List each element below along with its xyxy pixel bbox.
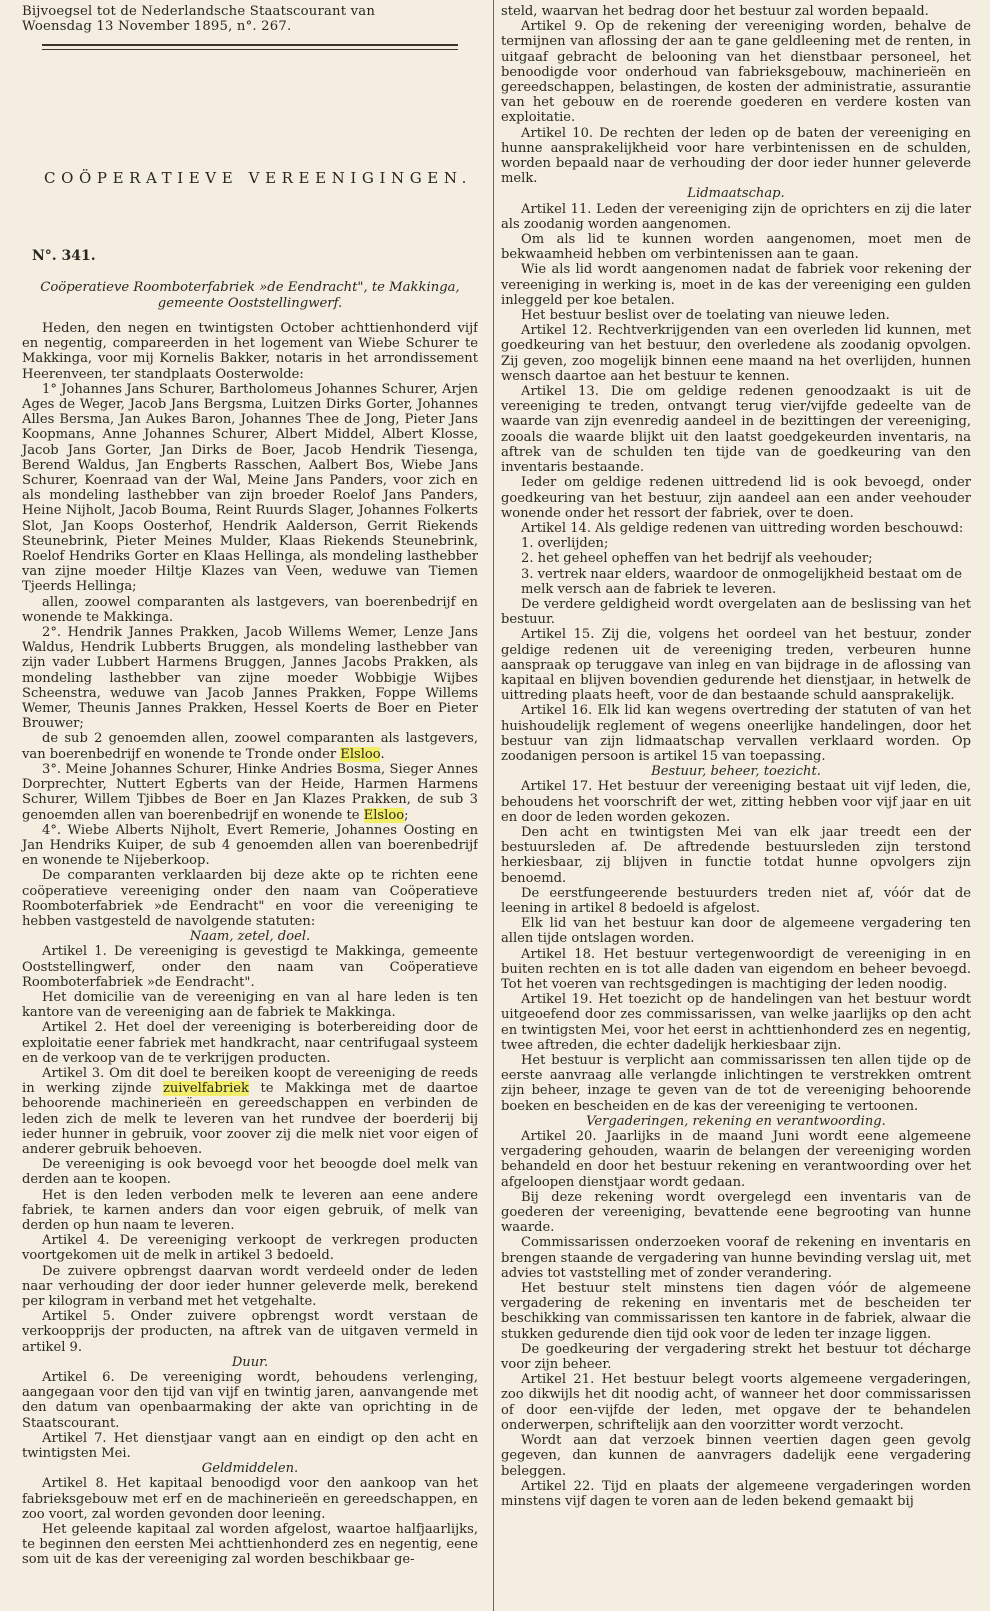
paragraph: De goedkeuring der vergadering strekt het bestuur tot décharge voor zijn beheer. [501, 1341, 971, 1373]
paragraph: Het geleende kapitaal zal worden afgelost, waartoe halfjaarlijks, te beginnen den eersten Mei achttienhonderd zes en negentig, eene som uit de kas der vereeniging zal worden beschikbaar ge- [22, 1522, 478, 1568]
paragraph: Artikel 17. Het bestuur der vereeniging bestaat uit vijf leden, die, behoudens het voorschrift der wet, zitting hebben voor vijf jaar en uit en door de leden worden gekozen. [501, 779, 971, 825]
paragraph: Artikel 15. Zij die, volgens het oordeel van het bestuur, zonder geldige redenen uit de vereeniging treden, verbeuren hunne aanspraak op teruggave van inleg en van bijdrage in de aflossing van kapitaal en blijven bovendien gedurende het dienstjaar, in hetwelk de uittreding plaats heeft, voor de dan bestaande schuld aansprakelijk. [501, 627, 971, 704]
section-heading: Vergaderingen, rekening en verantwoording. [586, 1113, 886, 1129]
highlighted-term: zuivelfabriek [162, 1081, 249, 1097]
highlighted-term: Elsloo [363, 807, 405, 823]
section-title: COÖPERATIEVE VEREENIGINGEN. [44, 169, 472, 187]
paragraph: Het domicilie van de vereeniging en van al hare leden is ten kantore van de vereeniging aan de fabriek te Makkinga. [22, 989, 478, 1021]
paragraph: De zuivere opbrengst daarvan wordt verdeeld onder de leden naar verhouding der door ieder hunner geleverde melk, berekend per kilogram in verband met het vetgehalte. [22, 1263, 478, 1309]
paragraph: 1° Johannes Jans Schurer, Bartholomeus Johannes Schurer, Arjen Ages de Weger, Jacob Jans Bergsma, Luitzen Dirks Gorter, Johannes Alles Bersma, Jan Aukes Baron, Johannes Thee de Jong, Pieter Jans Koopmans, Anne Johannes Schurer, Albert Middel, Albert Klosse, Jacob Jans Gorter, Jan Dirks de Boer, Jacob Hendrik Tiesenga, Berend Waldus, Jan Engberts Rasschen, Aalbert Bos, Wiebe Jans Schurer, Koenraad van der Wal, Meine Jans Panders, voor zich en als mondeling lasthebber van zijn broeder Roelof Jans Panders, Heine Nijholt, Jacob Bouma, Reint Ruurds Slager, Johannes Folkerts Slot, Jan Koops Oosterhof, Hendrik Aalderson, Gerrit Riekends Steunebrink, Pieter Meines Mulder, Klaas Riekends Steunebrink, Roelof Hendriks Gorter en Klaas Hellinga, als mondeling lasthebber van zijne moeder Hiltje Klazes van Veen, weduwe van Tiemen Tjeerds Hellinga; [22, 381, 478, 595]
entry-title-text: Coöperatieve Roomboterfabriek »de Eendracht", te Makkinga, gemeente Ooststellingwerf. [40, 280, 460, 311]
paragraph: Het bestuur stelt minstens tien dagen vóór de algemeene vergadering de rekening en inventaris met de bescheiden ter beschikking van commissarissen ten kantore in de fabriek, alwaar die stukken gedurende dien tijd ook voor de leden ter inzage liggen. [501, 1281, 971, 1342]
paragraph: Het bestuur is verplicht aan commissarissen ten allen tijde op de eerste aanvraag alle verlangde inlichtingen te verstrekken omtrent zijn beheer, inzage te geven van de tot de vereeniging behoorende boeken en bescheiden en de kas der vereeniging te vertoonen. [501, 1053, 971, 1114]
paragraph: Ieder om geldige redenen uittredend lid is ook bevoegd, onder goedkeuring van het bestuur, zijn aandeel aan een ander veehouder wonende onder het ressort der fabriek, over te doen. [501, 475, 971, 521]
paragraph: Artikel 1. De vereeniging is gevestigd te Makkinga, gemeente Ooststellingwerf, onder den naam van Coöperatieve Roomboterfabriek »de Eendracht". [22, 944, 478, 990]
section-heading: Bestuur, beheer, toezicht. [651, 764, 821, 780]
paragraph: 2°. Hendrik Jannes Prakken, Jacob Willems Wemer, Lenze Jans Waldus, Hendrik Lubberts Bruggen, als mondeling lasthebber van zijn vader Lubbert Harmens Bruggen, Jannes Jacobs Prakken, als mondeling lasthebber van zijne moeder Wobbigje Wijbes Scheenstra, weduwe van Jacob Jannes Prakken, Foppe Willems Wemer, Theunis Jannes Prakken, Hessel Koerts de Boer en Pieter Brouwer; [22, 625, 478, 732]
paragraph: Artikel 6. De vereeniging wordt, behoudens verlenging, aangegaan voor den tijd van vijf en twintig jaren, aanvangende met den datum van openbaarmaking der akte van oprichting in de Staatscourant. [22, 1370, 478, 1431]
paragraph: Artikel 13. Die om geldige redenen genoodzaakt is uit de vereeniging te treden, ontvangt terug vier/vijfde gedeelte van de waarde van zijn evenredig aandeel in de bezittingen der vereeniging, zooals die waarde blijkt uit den laatst goedgekeurden inventaris, na aftrek van de schulden ten tijde van de goedkeuring van den inventaris bestaande. [501, 384, 971, 476]
entry-title [22, 280, 478, 311]
highlighted-term: Elsloo [340, 746, 381, 762]
paragraph: Den acht en twintigsten Mei van elk jaar treedt een der bestuursleden af. De aftredende bestuursleden zijn terstond herkiesbaar, zij blijven in functie totdat hunne opvolgers zijn benoemd. [501, 824, 971, 886]
paragraph: Artikel 16. Elk lid kan wegens overtreding der statuten of van het huishoudelijk reglement of wegens oneerlijke handelingen, door het bestuur van zijn lidmaatschap vervallen verklaard worden. Op zoodanigen persoon is artikel 15 van toepassing. [501, 703, 971, 764]
paragraph: De verdere geldigheid wordt overgelaten aan de beslissing van het bestuur. [501, 596, 971, 628]
paragraph: Bij deze rekening wordt overgelegd een inventaris van de goederen der vereeniging, bevattende eene begrooting van hunne waarde. [501, 1189, 971, 1236]
list-item: 1. overlijden; [521, 536, 609, 552]
section-heading: Naam, zetel, doel. [189, 929, 311, 945]
paragraph: Artikel 2. Het doel der vereeniging is boterbereiding door de exploitatie eener fabriek met handkracht, naar centrifugaal systeem en de verkoop van de te verkrijgen producten. [22, 1020, 478, 1066]
section-heading: Lidmaatschap. [687, 186, 785, 202]
section-heading: Duur. [231, 1354, 269, 1370]
paragraph: Artikel 20. Jaarlijks in de maand Juni wordt eene algemeene vergadering gehouden, waarin de belangen der vereeniging worden behandeld en door het bestuur rekening en verantwoording over het afgeloopen dienstjaar wordt gedaan. [501, 1129, 971, 1190]
paragraph: Het is den leden verboden melk te leveren aan eene andere fabriek, te karnen anders dan voor eigen gebruik, of melk van derden op hun naam te leveren. [22, 1187, 478, 1233]
gazette-header-line-1: Bijvoegsel tot de Nederlandsche Staatscourant van [22, 4, 376, 19]
paragraph: Artikel 7. Het dienstjaar vangt aan en eindigt op den acht en twintigsten Mei. [22, 1430, 478, 1462]
entry-number: N°. 341. [32, 248, 96, 264]
left-column-body [22, 321, 478, 1568]
paragraph: Artikel 9. Op de rekening der vereeniging worden, behalve de termijnen van aflossing der aan te gane geldleening met de renten, in uitgaaf gebracht de belooning van het dienstbaar personeel, het benoodigde voor onderhoud van fabrieksgebouw, machinerieën en gereedschappen, belastingen, de kosten der administratie, assurantie van het gebouw en de roerende goederen en verdere kosten van exploitatie. [501, 19, 971, 126]
paragraph: Om als lid te kunnen worden aangenomen, moet men de bekwaamheid hebben om verbintenissen aan te gaan. [501, 232, 971, 263]
paragraph: Artikel 18. Het bestuur vertegenwoordigt de vereeniging in en buiten rechten en is tot alle daden van eigendom en beheer bevoegd. Tot het voeren van rechtsgedingen is machtiging der leden noodig. [501, 946, 971, 992]
paragraph [22, 762, 478, 823]
paragraph: De vereeniging is ook bevoegd voor het beoogde doel melk van derden aan te koopen. [22, 1157, 478, 1188]
paragraph [22, 731, 478, 761]
paragraph: Elk lid van het bestuur kan door de algemeene vergadering ten allen tijde ontslagen worden. [501, 916, 971, 947]
list-item: 3. vertrek naar elders, waardoor de onmogelijkheid bestaat om de melk versch aan de fabriek te leveren. [521, 566, 962, 597]
paragraph: Artikel 14. Als geldige redenen van uittreding worden beschouwd: [521, 520, 964, 536]
paragraph: Artikel 22. Tijd en plaats der algemeene vergaderingen worden minstens vijf dagen te voren aan de leden bekend gemaakt bij [501, 1478, 971, 1509]
paragraph: Commissarissen onderzoeken vooraf de rekening en inventaris en brengen staande de vergadering van hunne bevinding verslag uit, met advies tot vaststelling met of zonder verandering. [501, 1235, 971, 1281]
paragraph-text: Artikel 3. Om dit doel te bereiken koopt de vereeniging de reeds in werking zijnde [22, 1065, 478, 1097]
paragraph: Artikel 5. Onder zuivere opbrengst wordt verstaan de verkoopprijs der producten, na aftrek van de uitgaven vermeld in artikel 9. [22, 1309, 478, 1355]
paragraph: Artikel 21. Het bestuur belegt voorts algemeene vergaderingen, zoo dikwijls het dit noodig acht, of wanneer het door commissarissen of door een-vijfde der leden, met opgave der te behandelen onderwerpen, schriftelijk aan den voorzitter wordt verzocht. [501, 1372, 971, 1433]
section-heading: Geldmiddelen. [201, 1461, 299, 1477]
paragraph: Wie als lid wordt aangenomen nadat de fabriek voor rekening der vereeniging in werking is, moet in de kas der vereeniging een gulden inleggeld per koe betalen. [501, 262, 971, 308]
paragraph: Artikel 10. De rechten der leden op de baten der vereeniging en hunne aansprakelijkheid voor hare verbintenissen en de schulden, worden bepaald naar de verhouding der door ieder hunner geleverde melk. [501, 125, 971, 187]
paragraph-text: de sub 2 genoemden allen, zoowel comparanten als lastgevers, van boerenbedrijf en wonende te Tronde onder [22, 731, 478, 762]
right-column [493, 0, 971, 1611]
paragraph: allen, zoowel comparanten als lastgevers, van boerenbedrijf en wonende te Makkinga. [22, 594, 478, 625]
spacer [22, 311, 478, 321]
paragraph: De comparanten verklaarden bij deze akte op te richten eene coöperatieve vereeniging onder den naam van Coöperatieve Roomboterfabriek »de Eendracht" en voor die vereeniging te hebben vastgesteld de navolgende statuten: [22, 868, 478, 929]
paragraph: De eerstfungeerende bestuurders treden niet af, vóór dat de leening in artikel 8 bedoeld is afgelost. [501, 885, 971, 916]
list-item: 2. het geheel opheffen van het bedrijf als veehouder; [521, 551, 873, 567]
paragraph: Artikel 12. Rechtverkrijgenden van een overleden lid kunnen, met goedkeuring van het bestuur, den overledene als zoodanig opvolgen. Zij geven, zoo mogelijk binnen eene maand na het overlijden, hunnen wensch daartoe aan het bestuur te kennen. [501, 323, 971, 384]
paragraph-text: 3°. Meine Johannes Schurer, Hinke Andries Bosma, Sieger Annes Dorprechter, Nuttert Egberts van der Heide, Harmen Harmens Schurer, Willem Tjibbes de Boer en Jan Klazes Prakken, de sub 3 genoemden allen van boerenbedrijf en wonende te [22, 761, 478, 823]
left-column [12, 0, 478, 1611]
paragraph: Artikel 4. De vereeniging verkoopt de verkregen producten voortgekomen uit de melk in artikel 3 bedoeld. [22, 1233, 478, 1264]
right-column-body [501, 4, 971, 1509]
paragraph: Artikel 11. Leden der vereeniging zijn de oprichters en zij die later als zoodanig worden aangenomen. [501, 201, 971, 232]
paragraph: Artikel 19. Het toezicht op de handelingen van het bestuur wordt uitgeoefend door zes commissarissen, van welke jaarlijks op den acht en twintigsten Mei, voor het eerst in achttienhonderd zes en negentig, twee aftreden, die echter dadelijk herkiesbaar zijn. [501, 992, 971, 1053]
paragraph: Wordt aan dat verzoek binnen veertien dagen geen gevolg gegeven, dan kunnen de aanvragers dadelijk eene vergadering beleggen. [501, 1433, 971, 1479]
paragraph-text: ; [404, 807, 409, 823]
paragraph: steld, waarvan het bedrag door het bestuur zal worden bepaald. [501, 4, 929, 19]
paragraph-text: . [380, 746, 385, 762]
header-rule [42, 44, 458, 50]
paragraph: Het bestuur beslist over de toelating van nieuwe leden. [521, 308, 890, 324]
paragraph: 4°. Wiebe Alberts Nijholt, Evert Remerie, Johannes Oosting en Jan Hendriks Kuiper, de sub 4 genoemden allen van boerenbedrijf en wonende te Nijeberkoop. [22, 822, 478, 869]
paragraph-text: te Makkinga met de daartoe behoorende machinerieën en gereedschappen en verbinden de leden zich de melk te leveren van het rundvee der boerderij bij ieder hunner in gebruik, voor zoover zij die melk niet voor eigen of anderer gebruik behoeven. [22, 1081, 478, 1157]
paragraph [22, 1066, 478, 1157]
gazette-header-line-2: Woensdag 13 November 1895, n°. 267. [22, 19, 292, 34]
paragraph: Artikel 8. Het kapitaal benoodigd voor den aankoop van het fabrieksgebouw met erf en de machinerieën en gereedschappen, en zoo voort, zal worden gevonden door leening. [22, 1476, 478, 1522]
paragraph: Heden, den negen en twintigsten October achttienhonderd vijf en negentig, compareerden in het logement van Wiebe Schurer te Makkinga, voor mij Kornelis Bakker, notaris in het arrondissement Heerenveen, ter standplaats Oosterwolde: [22, 321, 478, 382]
